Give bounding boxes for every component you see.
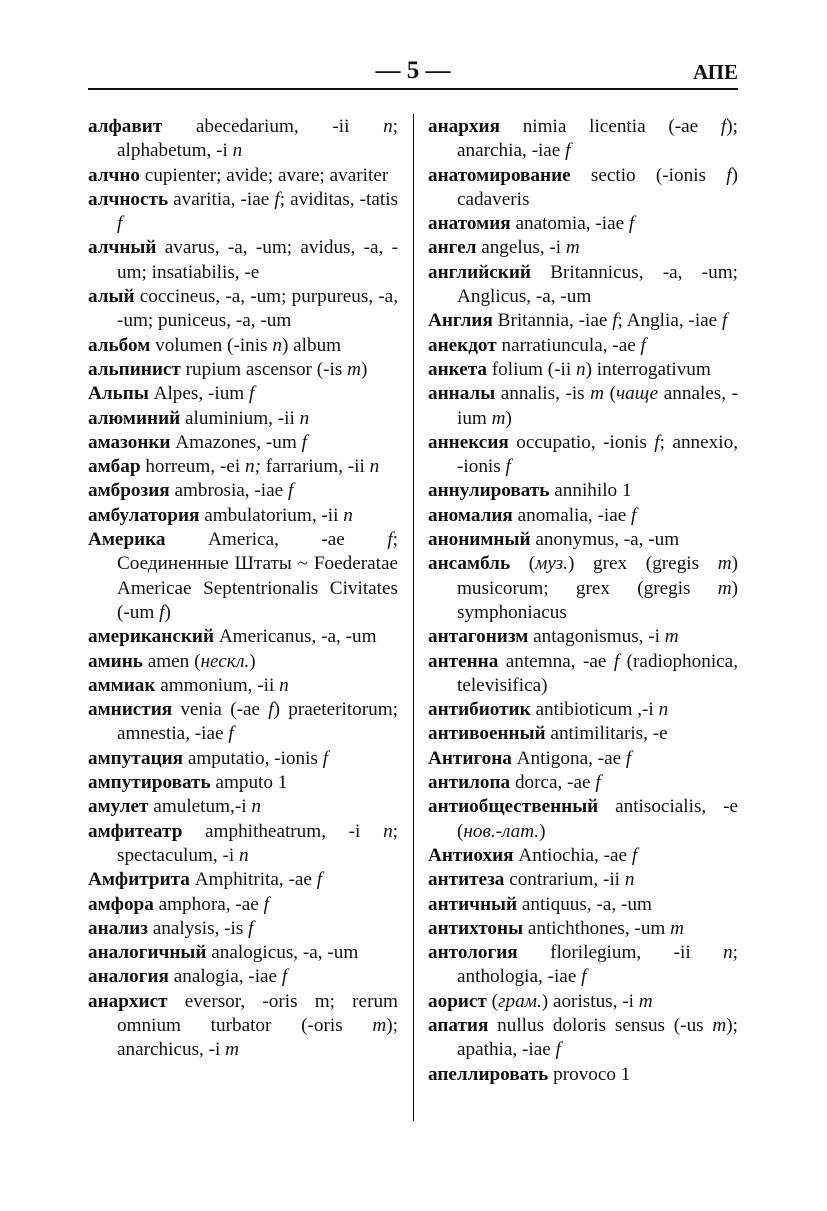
dictionary-entry: [88, 650, 398, 674]
entry-headword: альпинист: [88, 358, 181, 380]
entry-headword: антивоенный: [428, 723, 546, 745]
grammar-mark: f: [268, 699, 274, 721]
grammar-mark: n: [232, 140, 243, 162]
dictionary-entry: [428, 868, 738, 892]
entry-definition: avarus, -a, -um; avidus, -a, -um; insatiabilis, -e: [117, 237, 398, 283]
grammar-mark: n: [279, 674, 289, 696]
entry-definition: abecedarium, -ii: [162, 116, 384, 137]
dictionary-entry: [428, 747, 738, 771]
entry-definition: avaritia, -iae: [168, 188, 275, 210]
grammar-mark: n: [624, 869, 635, 891]
entry-definition: ;: [392, 529, 398, 551]
entry-headword: аналогичный: [88, 942, 207, 964]
entry-headword: антенна: [428, 650, 499, 672]
entry-definition: antiquus, -a, -um: [517, 893, 652, 915]
entry-headword: антагонизм: [428, 626, 529, 648]
grammar-mark: f: [274, 188, 280, 210]
entry-definition: annihilo 1: [549, 480, 632, 502]
entry-headword: аналогия: [88, 966, 169, 988]
entry-definition: venia (-ae: [172, 699, 269, 721]
entry-headword: анатомия: [428, 213, 511, 235]
entry-headword: алчность: [88, 188, 169, 210]
grammar-mark: f: [628, 213, 635, 235]
entry-headword: амазонки: [88, 431, 171, 453]
grammar-mark: n: [658, 699, 669, 721]
header-rule: [88, 88, 738, 90]
dictionary-entry: [88, 965, 398, 989]
entry-headword: амулет: [88, 796, 149, 818]
grammar-mark: f: [721, 310, 728, 332]
entry-definition: rupium ascensor (-is: [180, 358, 348, 380]
dictionary-entry: [88, 625, 398, 649]
dictionary-entry: [428, 504, 738, 528]
entry-headword: ампутировать: [88, 772, 211, 794]
entry-definition: ambulatorium, -ii: [199, 504, 344, 526]
dictionary-entry: [88, 795, 398, 819]
entry-headword: антилопа: [428, 772, 511, 794]
dictionary-entry: [88, 528, 398, 625]
entry-definition: ; spectaculum, -i: [117, 820, 398, 866]
grammar-mark: f: [612, 310, 618, 332]
entry-definition: provoco 1: [548, 1063, 631, 1085]
dictionary-entry: [428, 844, 738, 868]
entry-definition: anonymus, -a, -um: [530, 529, 680, 551]
entry-headword: амфитеатр: [88, 820, 183, 842]
entry-definition: antagonismus, -i: [528, 626, 665, 648]
entry-definition: ): [505, 407, 512, 429]
grammar-mark: n: [383, 116, 393, 137]
dictionary-entry: [88, 504, 398, 528]
page-header: [88, 56, 738, 86]
entry-definition: horreum, -ei: [140, 456, 245, 478]
dictionary-entry: [88, 455, 398, 479]
entry-definition: annalis, -is: [495, 383, 591, 405]
entry-headword: алчный: [88, 237, 157, 259]
dictionary-entry: [428, 771, 738, 795]
entry-headword: аммиак: [88, 674, 156, 696]
entry-headword: Альпы: [88, 383, 149, 405]
entry-definition: America, -ae: [165, 529, 388, 551]
entry-definition: ); anarchicus, -i: [117, 1014, 398, 1061]
entry-headword: Англия: [428, 310, 493, 332]
entry-definition: sectio (-ionis: [570, 164, 727, 186]
grammar-mark: n: [576, 358, 586, 380]
entry-definition: folium (-ii: [487, 358, 576, 380]
grammar-mark: m: [491, 407, 506, 429]
entry-headword: алюминий: [88, 407, 181, 429]
grammar-mark: муз.: [535, 553, 568, 575]
entry-headword: Амфитрита: [88, 869, 190, 891]
entry-headword: антология: [428, 942, 518, 964]
entry-definition: ) cadaveris: [457, 164, 738, 210]
entry-headword: амброзия: [88, 480, 170, 502]
grammar-mark: f: [316, 869, 323, 891]
entry-headword: антибиотик: [428, 699, 531, 721]
entry-definition: ) aoristus, -i: [541, 990, 639, 1012]
dictionary-entry: [88, 382, 398, 406]
entry-definition: Britannicus, -a, -um; Anglicus, -a, -um: [457, 261, 738, 308]
entry-definition: antemna, -ae: [498, 650, 614, 672]
entry-definition: ; Anglia, -iae: [617, 310, 722, 332]
entry-definition: Antiochia, -ae: [513, 844, 632, 866]
dictionary-entry: [88, 431, 398, 455]
entry-headword: антихтоны: [428, 917, 524, 939]
entry-definition: angelus, -i: [476, 237, 566, 259]
dictionary-entry: [428, 236, 738, 260]
dictionary-entry: [428, 650, 738, 699]
grammar-mark: n: [251, 796, 261, 818]
dictionary-entry: [428, 334, 738, 358]
entry-definition: contrarium, -ii: [504, 869, 625, 891]
entry-definition: narratiuncula, -ae: [496, 334, 641, 356]
entry-definition: amputatio, -ionis: [183, 747, 323, 769]
entry-definition: antisocialis, -e (: [457, 796, 738, 842]
grammar-mark: f: [287, 480, 294, 502]
entry-headword: анонимный: [428, 529, 531, 551]
dictionary-entry: [88, 941, 398, 965]
entry-definition: amputo 1: [210, 772, 288, 794]
entry-headword: апатия: [428, 1014, 489, 1036]
dictionary-entry: [428, 479, 738, 503]
entry-headword: алый: [88, 286, 135, 308]
entry-definition: ) symphoniacus: [457, 577, 738, 623]
entry-headword: антитеза: [428, 869, 505, 891]
grammar-mark: f: [613, 650, 620, 672]
grammar-mark: m: [664, 626, 679, 648]
entry-definition: ): [539, 820, 546, 842]
entry-definition: ; anthologia, -iae: [457, 942, 738, 988]
entry-definition: ) album: [281, 334, 342, 356]
dictionary-entry: [88, 893, 398, 917]
dictionary-entry: [88, 747, 398, 771]
entry-headword: амбулатория: [88, 504, 200, 526]
grammar-mark: m: [590, 383, 605, 405]
grammar-mark: n: [343, 504, 353, 526]
entry-headword: Америка: [88, 529, 166, 551]
grammar-mark: m: [712, 1014, 727, 1036]
grammar-mark: f: [159, 601, 165, 623]
grammar-mark: f: [565, 140, 571, 162]
dictionary-entry: [428, 212, 738, 236]
grammar-mark: f: [281, 966, 288, 988]
dictionary-entry: [88, 358, 398, 382]
entry-definition: ) interrogativum: [585, 358, 711, 380]
entry-definition: ; aviditas, -tatis: [279, 188, 398, 210]
dictionary-entry: [428, 358, 738, 382]
entry-definition: ambrosia, -iae: [169, 480, 288, 502]
entry-definition: annales, -ium: [457, 383, 738, 429]
entry-definition: amphora, -ae: [153, 893, 264, 915]
grammar-mark: f: [322, 747, 329, 769]
entry-definition: Antigona, -ae: [511, 747, 626, 769]
entry-headword: аминь: [88, 650, 143, 672]
grammar-mark: чаще: [615, 383, 659, 405]
entry-definition: ): [249, 650, 256, 672]
entry-definition: dorca, -ae: [510, 772, 596, 794]
entry-definition: anatomia, -iae: [510, 213, 629, 235]
grammar-mark: n: [723, 942, 733, 964]
entry-headword: алфавит: [88, 116, 163, 137]
grammar-mark: f: [263, 893, 269, 915]
entry-headword: анализ: [88, 917, 148, 939]
entry-definition: Americanus, -a, -um: [214, 626, 377, 648]
grammar-mark: нескл.: [200, 650, 250, 672]
grammar-mark: нов.-лат.: [463, 820, 540, 842]
entry-definition: ) praeteritorum; amnestia, -iae: [117, 699, 398, 745]
grammar-mark: f: [631, 504, 637, 526]
entry-headword: анекдот: [428, 334, 497, 356]
right-column: [428, 115, 738, 1087]
page-number: — 5 —: [375, 57, 451, 84]
grammar-mark: n: [369, 456, 380, 478]
grammar-mark: f: [726, 164, 732, 186]
entry-definition: ammonium, -ii: [155, 674, 280, 696]
left-column: [88, 115, 398, 1063]
dictionary-entry: [428, 795, 738, 844]
dictionary-entry: [88, 990, 398, 1063]
entry-headword: аорист: [428, 990, 487, 1012]
grammar-mark: f: [555, 1039, 561, 1061]
entry-headword: амбар: [88, 456, 141, 478]
grammar-mark: m: [225, 1039, 240, 1061]
entry-definition: occupatio, -ionis: [508, 431, 655, 453]
entry-definition: cupienter; avide; avare; avariter: [140, 164, 389, 186]
entry-definition: ; annexio, -ionis: [457, 431, 738, 478]
entry-definition: antibioticum ,-i: [530, 699, 659, 721]
entry-headword: анархист: [88, 990, 168, 1012]
grammar-mark: f: [581, 966, 587, 988]
grammar-mark: m: [717, 577, 732, 599]
entry-definition: florilegium, -ii: [517, 942, 724, 964]
entry-headword: аннулировать: [428, 480, 550, 502]
entry-definition: ): [360, 358, 368, 380]
column-divider: [413, 114, 414, 1121]
grammar-mark: грам.: [498, 990, 542, 1012]
entry-definition: volumen (-inis: [150, 334, 273, 356]
entry-definition: coccineus, -a, -um; purpureus, -a, -um; puniceus, -a, -um: [117, 286, 398, 332]
entry-headword: Антиохия: [428, 844, 514, 866]
grammar-mark: m: [638, 990, 653, 1012]
grammar-mark: f: [640, 334, 646, 356]
dictionary-entry: [428, 528, 738, 552]
entry-headword: Антигона: [428, 747, 512, 769]
entry-headword: амнистия: [88, 699, 173, 721]
entry-definition: antichthones, -um: [523, 917, 671, 939]
entry-definition: eversor, -oris m; rerum omnium turbator (-oris: [117, 990, 398, 1036]
entry-definition: (: [510, 553, 536, 575]
dictionary-entry: [428, 382, 738, 431]
grammar-mark: m: [372, 1014, 387, 1036]
entry-definition: ) musicorum; grex (gregis: [457, 553, 739, 599]
grammar-mark: n: [239, 844, 249, 866]
entry-definition: farrarium, -ii: [260, 456, 370, 478]
grammar-mark: m: [670, 917, 684, 939]
entry-definition: nullus doloris sensus (-us: [488, 1014, 713, 1036]
dictionary-entry: [428, 1014, 738, 1063]
entry-definition: (: [604, 383, 616, 405]
entry-definition: (: [486, 990, 499, 1012]
dictionary-entry: [428, 115, 738, 164]
entry-headword: алчно: [88, 164, 140, 186]
dictionary-entry: [88, 917, 398, 941]
entry-definition: ): [164, 601, 171, 623]
dictionary-entry: [428, 164, 738, 213]
entry-definition: Соединенные Штаты: [117, 553, 292, 575]
entry-headword: амфора: [88, 893, 154, 915]
dictionary-entry: [428, 941, 738, 990]
entry-definition: anomalia, -iae: [512, 504, 632, 526]
dictionary-entry: [428, 990, 738, 1014]
grammar-mark: f: [387, 529, 393, 551]
entry-definition: antimilitaris, -e: [545, 723, 668, 745]
entry-headword: ампутация: [88, 747, 184, 769]
entry-headword: ангел: [428, 237, 477, 259]
entry-definition: nimia licentia (-ae: [499, 116, 721, 137]
dictionary-entry: [428, 431, 738, 480]
entry-headword: английский: [428, 261, 531, 283]
entry-definition: ; alphabetum, -i: [117, 116, 398, 162]
grammar-mark: m: [347, 358, 361, 380]
grammar-mark: f: [720, 116, 727, 137]
running-head: АПЕ: [693, 60, 738, 84]
dictionary-entry: [428, 261, 738, 310]
entry-definition: analysis, -is: [147, 917, 249, 939]
dictionary-entry: [428, 1063, 738, 1087]
grammar-mark: m: [565, 237, 580, 259]
dictionary-entry: [88, 698, 398, 747]
dictionary-entry: [428, 625, 738, 649]
entry-definition: Amazones, -um: [170, 431, 302, 453]
dictionary-entry: [88, 479, 398, 503]
entry-definition: amen (: [142, 650, 201, 672]
entry-definition: analogia, -iae: [168, 966, 282, 988]
grammar-mark: f: [654, 431, 660, 453]
dictionary-entry: [428, 722, 738, 746]
entry-definition: ); anarchia, -iae: [457, 116, 738, 162]
dictionary-entry: [88, 285, 398, 334]
dictionary-entry: [428, 309, 738, 333]
dictionary-entry: [88, 164, 398, 188]
grammar-mark: n: [383, 820, 393, 842]
entry-headword: анатомирование: [428, 164, 571, 186]
grammar-mark: f: [249, 383, 255, 405]
dictionary-entry: [428, 552, 738, 625]
entry-headword: аннексия: [428, 431, 509, 453]
grammar-mark: f: [595, 772, 601, 794]
entry-definition: Alpes, -ium: [148, 383, 250, 405]
entry-headword: альбом: [88, 334, 151, 356]
grammar-mark: n;: [244, 456, 261, 478]
entry-headword: антиобщественный: [428, 796, 599, 818]
entry-definition: ~ Foederatae Americae Septentrionalis Civitates (-um: [117, 553, 398, 623]
dictionary-entry: [88, 407, 398, 431]
dictionary-entry: [88, 820, 398, 869]
grammar-mark: f: [505, 456, 511, 478]
grammar-mark: f: [117, 213, 123, 235]
entry-headword: античный: [428, 893, 518, 915]
grammar-mark: f: [631, 844, 638, 866]
entry-definition: ) grex (gregis: [567, 553, 718, 575]
entry-definition: analogicus, -a, -um: [206, 942, 359, 964]
entry-definition: (radiophonica, televisifica): [457, 650, 738, 696]
dictionary-entry: [88, 771, 398, 795]
dictionary-entry: [88, 674, 398, 698]
entry-headword: аномалия: [428, 504, 513, 526]
grammar-mark: m: [717, 553, 732, 575]
dictionary-entry: [428, 917, 738, 941]
entry-headword: анкета: [428, 358, 487, 380]
entry-definition: aluminium, -ii: [180, 407, 300, 429]
entry-definition: amuletum,-i: [148, 796, 252, 818]
dictionary-entry: [88, 188, 398, 237]
entry-definition: Britannia, -iae: [492, 310, 613, 332]
grammar-mark: f: [228, 723, 234, 745]
dictionary-entry: [88, 334, 398, 358]
grammar-mark: n: [299, 407, 310, 429]
grammar-mark: f: [248, 917, 254, 939]
entry-definition: amphitheatrum, -i: [182, 820, 384, 842]
dictionary-entry: [88, 236, 398, 285]
grammar-mark: n: [272, 334, 282, 356]
entry-definition: ); apathia, -iae: [457, 1014, 738, 1061]
dictionary-entry: [428, 893, 738, 917]
grammar-mark: f: [625, 747, 632, 769]
dictionary-entry: [428, 698, 738, 722]
entry-headword: апеллировать: [428, 1063, 549, 1085]
entry-definition: Amphitrita, -ae: [189, 869, 317, 891]
dictionary-entry: [88, 868, 398, 892]
entry-headword: ансамбль: [428, 553, 511, 575]
entry-headword: анархия: [428, 116, 500, 137]
dictionary-entry: [88, 115, 398, 164]
entry-headword: американский: [88, 626, 215, 648]
grammar-mark: f: [301, 431, 307, 453]
entry-headword: анналы: [428, 383, 496, 405]
